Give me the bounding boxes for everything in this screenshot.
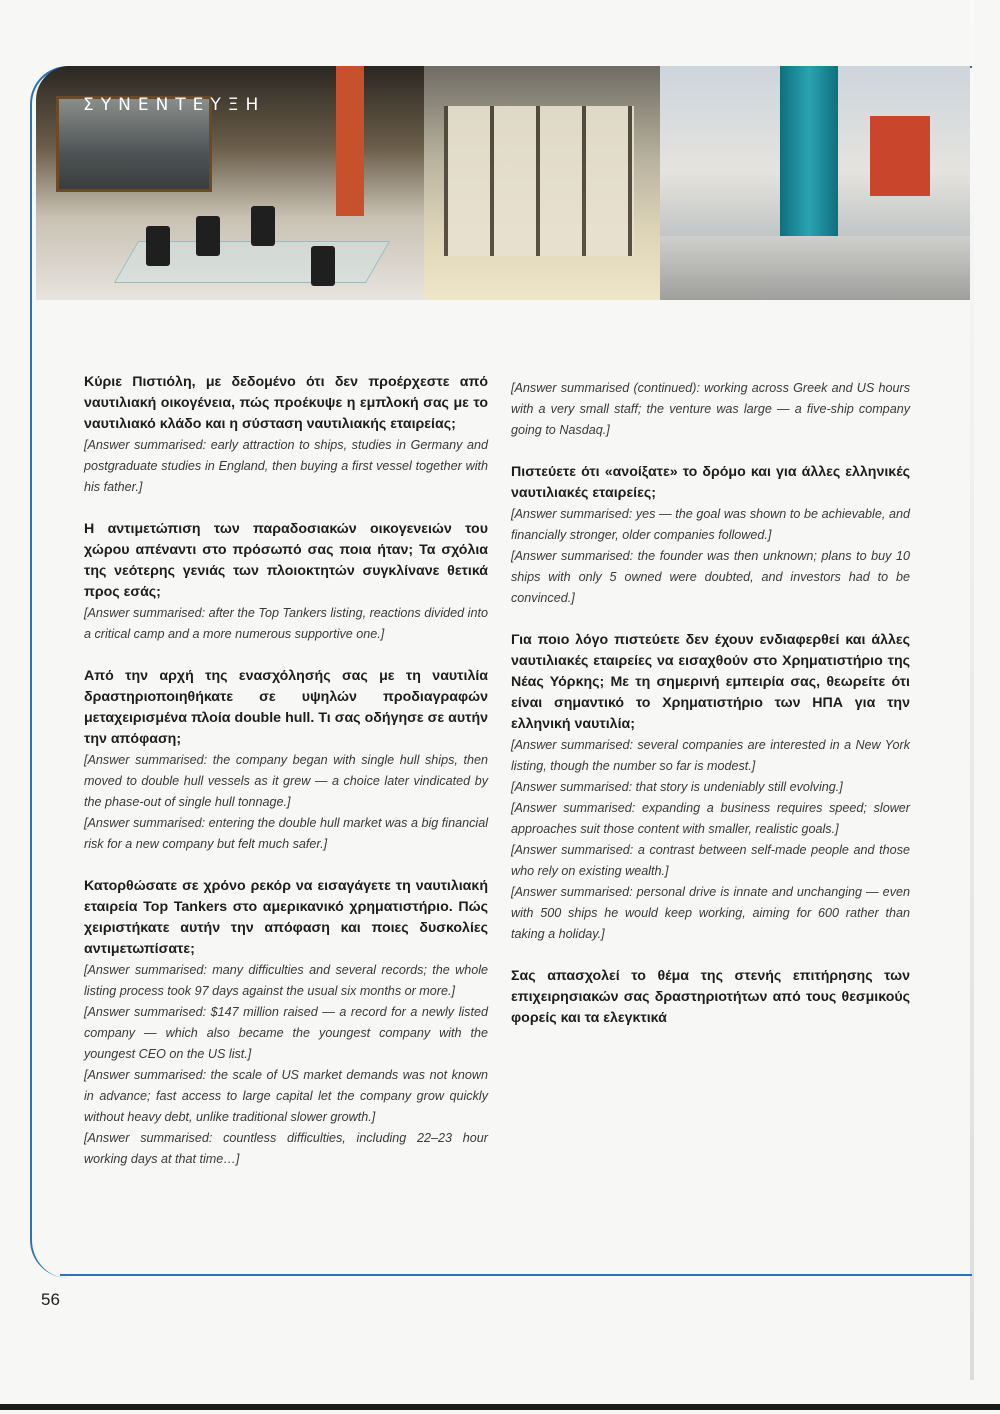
open-plan-office-photo — [660, 66, 970, 300]
section-label: ΣΥΝΕΝΤΕΥΞΗ — [83, 95, 266, 115]
interview-answer: [Answer summarised: early attraction to ships, studies in Germany and postgraduate studies in England, then buying a first vessel together with his father.] — [84, 438, 488, 494]
paragraph-gap — [84, 498, 488, 519]
paragraph-gap — [511, 441, 910, 462]
paragraph-gap — [511, 609, 910, 630]
interview-answer: [Answer summarised: the company began with single hull ships, then moved to double hull vessels as it grew — a choice later vindicated by the phase-out of single hull tonnage.] — [84, 753, 488, 809]
office-corridor-photo — [424, 66, 660, 300]
paragraph-gap — [84, 855, 488, 876]
interview-answer: [Answer summarised (continued): working across Greek and US hours with a very small staff; the venture was large — a five-ship company going to Nasdaq.] — [511, 381, 910, 437]
interview-answer: [Answer summarised: the scale of US market demands was not known in advance; fast access to large capital let the company grow quickly without heavy debt, unlike traditional slower growth.] — [84, 1068, 488, 1124]
red-wall — [870, 116, 930, 196]
interview-answer: [Answer summarised: many difficulties and several records; the whole listing process took 97 days against the usual six months or more.] — [84, 963, 488, 998]
interview-answer: [Answer summarised: several companies are interested in a New York listing, though the number so far is modest.] — [511, 738, 910, 773]
office-desks — [660, 236, 970, 300]
interview-question: Για ποιο λόγο πιστεύετε δεν έχουν ενδιαφερθεί και άλλες ναυτιλιακές εταιρείες να εισαχθούν στο Χρηματιστήριο της Νέας Υόρκης; Με τη σημερινή εμπειρία σας, θεωρείτε ότι είναι σημαντικό το Χρηματιστήριο των ΗΠΑ για την ελληνική ναυτιλία; — [511, 632, 910, 732]
chair — [146, 226, 170, 266]
wall-panel — [336, 66, 364, 216]
interview-question: Σας απασχολεί το θέμα της στενής επιτήρησης των επιχειρησιακών σας δραστηριοτήτων από τους θεσμικούς φορείς και τα ελεγκτικά — [511, 968, 910, 1026]
interview-answer: [Answer summarised: personal drive is innate and unchanging — even with 500 ships he would keep working, aiming for 600 rather than taking a holiday.] — [511, 885, 910, 941]
left-text-column — [84, 372, 488, 1170]
interview-answer: [Answer summarised: entering the double hull market was a big financial risk for a new company but felt much safer.] — [84, 816, 488, 851]
interview-answer: [Answer summarised: countless difficulties, including 22–23 hour working days at that time…] — [84, 1131, 488, 1166]
interview-answer: [Answer summarised: expanding a business requires speed; slower approaches suit those content with smaller, realistic goals.] — [511, 801, 910, 836]
paragraph-gap — [84, 645, 488, 666]
interview-answer: [Answer summarised: $147 million raised — a record for a newly listed company — which also became the youngest company with the youngest CEO on the US list.] — [84, 1005, 488, 1061]
paragraph-gap — [511, 945, 910, 966]
interview-answer: [Answer summarised: that story is undeniably still evolving.] — [511, 780, 843, 794]
glass-doors — [444, 106, 634, 256]
chair — [251, 206, 275, 246]
chair — [311, 246, 335, 286]
interview-answer: [Answer summarised: the founder was then unknown; plans to buy 10 ships with only 5 owned were doubted, and investors had to be convinced.] — [511, 549, 910, 605]
interview-question: Η αντιμετώπιση των παραδοσιακών οικογενειών του χώρου απέναντι στο πρόσωπό σας ποια ήταν; Τα σχόλια της νεότερης γενιάς των πλοιοκτητών συγκλίνανε θετικά προς εσάς; — [84, 521, 488, 600]
interview-question: Πιστεύετε ότι «ανοίξατε» το δρόμο και για άλλες ελληνικές ναυτιλιακές εταιρείες; — [511, 464, 910, 501]
interview-answer: [Answer summarised: a contrast between self-made people and those who rely on existing wealth.] — [511, 843, 910, 878]
interview-answer: [Answer summarised: yes — the goal was shown to be achievable, and financially stronger, older companies followed.] — [511, 507, 910, 542]
interview-question: Κατορθώσατε σε χρόνο ρεκόρ να εισαγάγετε τη ναυτιλιακή εταιρεία Top Tankers στο αμερικανικό χρηματιστήριο. Πώς χειριστήκατε αυτήν την απόφαση και ποιες δυσκολίες αντιμετωπίσατε; — [84, 878, 488, 957]
frame-bottom-rule — [60, 1274, 972, 1276]
bottom-rule — [0, 1404, 1000, 1410]
right-text-column — [511, 378, 910, 1029]
interview-question: Από την αρχή της ενασχόλησής σας με τη ναυτιλία δραστηριοποιηθήκατε σε υψηλών προδιαγραφών μεταχειρισμένα πλοία double hull. Τι σας οδήγησε σε αυτήν την απόφαση; — [84, 668, 488, 747]
interview-answer: [Answer summarised: after the Top Tankers listing, reactions divided into a critical camp and a more numerous supportive one.] — [84, 606, 488, 641]
page-number: 56 — [41, 1290, 60, 1309]
interview-question: Κύριε Πιστιόλη, με δεδομένο ότι δεν προέρχεστε από ναυτιλιακή οικογένεια, πώς προέκυψε η εμπλοκή σας με το ναυτιλιακό κλάδο και η σύσταση ναυτιλιακής εταιρείας; — [84, 374, 488, 432]
chair — [196, 216, 220, 256]
